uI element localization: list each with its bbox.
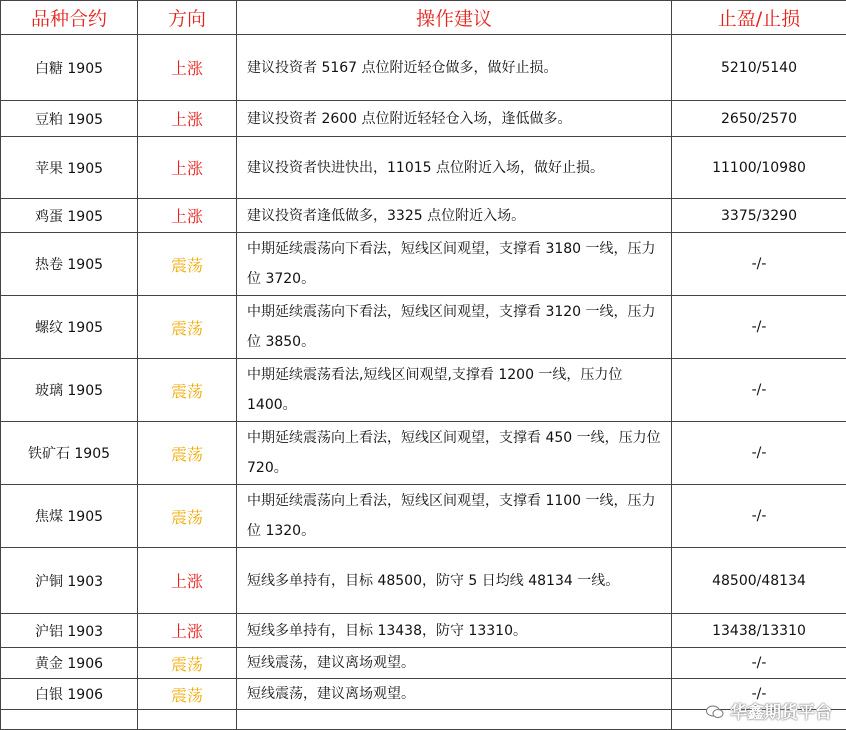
advice-text: 建议投资者快进快出，11015 点位附近入场，做好止损。 [237, 137, 672, 199]
contract-name: 黄金 1906 [1, 648, 138, 679]
stop-levels: 5210/5140 [672, 35, 846, 101]
contract-name: 热卷 1905 [1, 233, 138, 296]
table-row [1, 233, 846, 296]
stop-levels: -/- [672, 648, 846, 679]
table-row [1, 614, 846, 648]
advice-text: 建议投资者 5167 点位附近轻仓做多，做好止损。 [237, 35, 672, 101]
direction-label: 上涨 [138, 614, 237, 648]
contract-name: 螺纹 1905 [1, 296, 138, 359]
watermark [706, 698, 832, 723]
direction-label: 上涨 [138, 548, 237, 614]
direction-label: 上涨 [138, 199, 237, 233]
stop-levels: 11100/10980 [672, 137, 846, 199]
header-advice: 操作建议 [237, 1, 672, 35]
direction-label: 上涨 [138, 101, 237, 137]
table-row [1, 199, 846, 233]
advice-text: 中期延续震荡看法,短线区间观望,支撑看 1200 一线，压力位 1400。 [237, 359, 672, 422]
advice-text: 短线震荡，建议离场观望。 [237, 679, 672, 710]
stop-levels: -/- [672, 233, 846, 296]
contract-name: 鸡蛋 1905 [1, 199, 138, 233]
header-stop: 止盈/止损 [672, 1, 846, 35]
table-row [1, 35, 846, 101]
watermark-text: 华鑫期货平台 [730, 698, 832, 723]
stop-levels: -/- [672, 485, 846, 548]
wechat-icon [706, 704, 724, 718]
direction-label: 震荡 [138, 233, 237, 296]
stop-levels: 2650/2570 [672, 101, 846, 137]
stop-levels: 48500/48134 [672, 548, 846, 614]
direction-label: 震荡 [138, 422, 237, 485]
table-row [1, 422, 846, 485]
stop-levels: -/- [672, 296, 846, 359]
stop-levels: -/- [672, 422, 846, 485]
contract-name: 沪铜 1903 [1, 548, 138, 614]
direction-label: 上涨 [138, 35, 237, 101]
stop-levels: 3375/3290 [672, 199, 846, 233]
advice-text: 建议投资者 2600 点位附近轻轻仓入场，逢低做多。 [237, 101, 672, 137]
direction-label: 震荡 [138, 648, 237, 679]
stop-levels: -/- [672, 679, 846, 710]
direction-label: 上涨 [138, 137, 237, 199]
direction-label: 震荡 [138, 485, 237, 548]
advice-text: 中期延续震荡向上看法，短线区间观望，支撑看 1100 一线，压力位 1320。 [237, 485, 672, 548]
header-name: 品种合约 [1, 1, 138, 35]
stop-levels: -/- [672, 359, 846, 422]
advice-text: 短线多单持有，目标 13438，防守 13310。 [237, 614, 672, 648]
table-row [1, 648, 846, 679]
contract-name: 苹果 1905 [1, 137, 138, 199]
contract-name: 白银 1906 [1, 679, 138, 710]
table-row [1, 296, 846, 359]
advice-text: 建议投资者逢低做多，3325 点位附近入场。 [237, 199, 672, 233]
advice-text: 短线震荡，建议离场观望。 [237, 648, 672, 679]
contract-name: 铁矿石 1905 [1, 422, 138, 485]
header-row [1, 1, 846, 35]
table-row [1, 359, 846, 422]
advice-text: 短线多单持有，目标 48500，防守 5 日均线 48134 一线。 [237, 548, 672, 614]
contract-name: 豆粕 1905 [1, 101, 138, 137]
contract-name: 玻璃 1905 [1, 359, 138, 422]
advice-text: 中期延续震荡向下看法，短线区间观望，支撑看 3120 一线，压力位 3850。 [237, 296, 672, 359]
table-row [1, 485, 846, 548]
table-row [1, 548, 846, 614]
table-row [1, 101, 846, 137]
contract-name: 沪铝 1903 [1, 614, 138, 648]
advice-text: 中期延续震荡向下看法，短线区间观望，支撑看 3180 一线，压力位 3720。 [237, 233, 672, 296]
contract-name: 白糖 1905 [1, 35, 138, 101]
stop-levels: 13438/13310 [672, 614, 846, 648]
header-direction: 方向 [138, 1, 237, 35]
direction-label: 震荡 [138, 359, 237, 422]
table-row [1, 137, 846, 199]
direction-label: 震荡 [138, 679, 237, 710]
direction-label: 震荡 [138, 296, 237, 359]
advice-text: 中期延续震荡向上看法，短线区间观望，支撑看 450 一线，压力位 720。 [237, 422, 672, 485]
contract-name: 焦煤 1905 [1, 485, 138, 548]
